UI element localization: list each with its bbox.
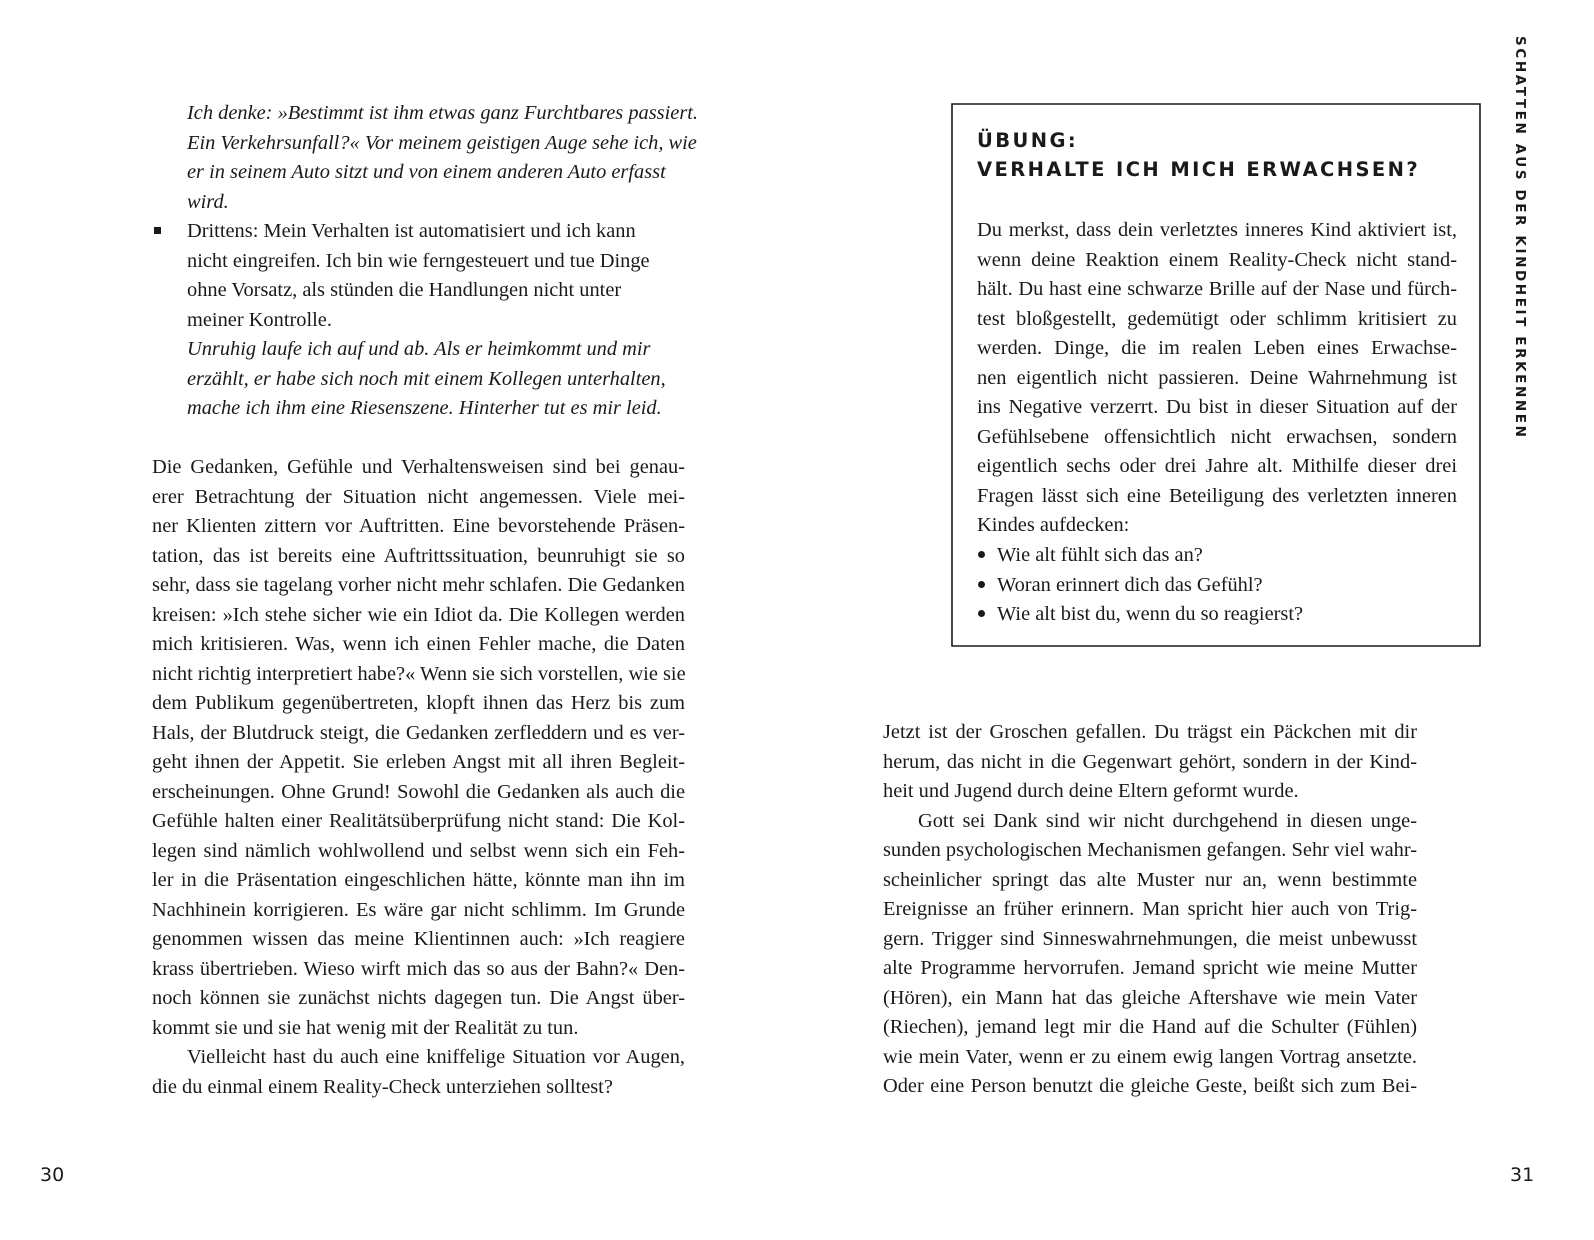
body-line: heit und Jugend durch deine Eltern geformt wurde.: [883, 780, 1299, 802]
exercise-body-line: nen eigentlich nicht passieren. Deine Wahrnehmung ist: [977, 367, 1457, 389]
body-line: erer Betrachtung der Situation nicht angemessen. Viele mei-: [152, 486, 685, 508]
body-line: Oder eine Person benutzt die gleiche Geste, beißt sich zum Bei-: [883, 1075, 1417, 1097]
body-line: legen sind nämlich wohlwollend und selbst wenn sich ein Feh-: [152, 840, 685, 862]
page-number: 30: [40, 1164, 65, 1186]
page-number: 31: [1510, 1164, 1535, 1186]
body-line: mich kritisieren. Was, wenn ich einen Fehler mache, die Daten: [152, 633, 685, 655]
body-line: (Riechen), jemand legt mir die Hand auf die Schulter (Fühlen): [883, 1016, 1417, 1038]
body-line: Gefühle halten einer Realitätsüberprüfung nicht stand: Die Kol-: [152, 810, 685, 832]
body-line: genommen wissen das meine Klientinnen auch: »Ich reagiere: [152, 928, 685, 950]
body-line: dem Publikum gegenübertreten, klopft ihnen das Herz bis zum: [152, 692, 685, 714]
italic-line: Unruhig laufe ich auf und ab. Als er heimkommt und mir: [187, 338, 651, 360]
body-line: geht ihnen der Appetit. Sie erleben Angst mit all ihren Begleit-: [152, 751, 685, 773]
exercise-question: Wie alt bist du, wenn du so reagierst?: [997, 603, 1304, 625]
exercise-body-line: Du merkst, dass dein verletztes inneres Kind aktiviert ist,: [977, 219, 1457, 241]
body-line: (Hören), ein Mann hat das gleiche Aftershave wie mein Vater: [883, 987, 1417, 1009]
exercise-body-line: Gefühlsebene offensichtlich nicht erwachsen, sondern: [977, 426, 1457, 448]
body-line: Jetzt ist der Groschen gefallen. Du trägst ein Päckchen mit dir: [883, 721, 1417, 743]
body-line: kreisen: »Ich stehe sicher wie ein Idiot da. Die Kollegen werden: [152, 604, 685, 626]
italic-line: Ein Verkehrsunfall?« Vor meinem geistigen Auge sehe ich, wie: [187, 132, 697, 154]
italic-line: erzählt, er habe sich noch mit einem Kollegen unterhalten,: [187, 368, 666, 390]
exercise-body-line: wenn deine Reaktion einem Reality-Check nicht stand-: [977, 249, 1457, 271]
bullet-marker: [154, 227, 161, 234]
body-line: Ereignisse an früher erinnern. Man spricht hier auch von Trig-: [883, 898, 1417, 920]
bullet-dot: [978, 610, 985, 617]
bullet-dot: [978, 581, 985, 588]
body-line: alte Programme hervorrufen. Jemand spricht wie meine Mutter: [883, 957, 1417, 979]
body-line: krass übertrieben. Wieso wirft mich das so aus der Bahn?« Den-: [152, 958, 685, 980]
body-line: herum, das nicht in die Gegenwart gehört, sondern in der Kind-: [883, 751, 1417, 773]
body-line: ler in die Präsentation eingeschlichen hätte, könnte man ihn im: [152, 869, 685, 891]
bullet-line: nicht eingreifen. Ich bin wie ferngesteuert und tue Dinge: [187, 250, 650, 272]
bullet-line: ohne Vorsatz, als stünden die Handlungen nicht unter: [187, 279, 622, 301]
running-head: SCHATTEN AUS DER KINDHEIT ERKENNEN: [1512, 36, 1528, 440]
bullet-line: meiner Kontrolle.: [187, 309, 332, 331]
body-line: nicht richtig interpretiert habe?« Wenn sie sich vorstellen, wie sie: [152, 663, 686, 685]
body-line: Hals, der Blutdruck steigt, die Gedanken zerfleddern und es ver-: [152, 722, 685, 744]
exercise-heading-label: ÜBUNG:: [977, 129, 1079, 152]
body-line: wie mein Vater, wenn er zu einem ewig langen Vortrag ansetzte.: [883, 1046, 1417, 1068]
exercise-body-line: Fragen lässt sich eine Beteiligung des verletzten inneren: [977, 485, 1457, 507]
italic-line: Ich denke: »Bestimmt ist ihm etwas ganz Furchtbares passiert.: [187, 102, 699, 124]
exercise-body-line: werden. Dinge, die im realen Leben eines Erwachse-: [977, 337, 1457, 359]
body-line: die du einmal einem Reality-Check unterziehen solltest?: [152, 1076, 613, 1098]
exercise-body-line: test bloßgestellt, gedemütigt oder schlimm kritisiert zu: [977, 308, 1457, 330]
body-line: Die Gedanken, Gefühle und Verhaltensweisen sind bei genau-: [152, 456, 685, 478]
body-line: ner Klienten zittern vor Auftritten. Eine bevorstehende Präsen-: [152, 515, 685, 537]
body-line: sehr, dass sie tagelang vorher nicht mehr schlafen. Die Gedanken: [152, 574, 685, 596]
body-line: Gott sei Dank sind wir nicht durchgehend in diesen unge-: [918, 810, 1417, 832]
body-line: sunden psychologischen Mechanismen gefangen. Sehr viel wahr-: [883, 839, 1417, 861]
body-line: erscheinungen. Ohne Grund! Sowohl die Gedanken als auch die: [152, 781, 685, 803]
exercise-body-line: hält. Du hast eine schwarze Brille auf der Nase und fürch-: [977, 278, 1457, 300]
bullet-line: Drittens: Mein Verhalten ist automatisiert und ich kann: [187, 220, 636, 242]
exercise-body-line: ins Negative verzerrt. Du bist in dieser Situation auf der: [977, 396, 1457, 418]
italic-line: mache ich ihm eine Riesenszene. Hinterher tut es mir leid.: [187, 397, 662, 419]
exercise-body-line: Kindes aufdecken:: [977, 514, 1130, 536]
exercise-question: Woran erinnert dich das Gefühl?: [997, 574, 1263, 596]
body-line: Nachhinein korrigieren. Es wäre gar nicht schlimm. Im Grunde: [152, 899, 685, 921]
body-line: Vielleicht hast du auch eine kniffelige Situation vor Augen,: [187, 1046, 685, 1068]
body-line: tation, das ist bereits eine Auftrittssituation, beunruhigt sie so: [152, 545, 685, 567]
italic-line: er in seinem Auto sitzt und von einem anderen Auto erfasst: [187, 161, 666, 183]
exercise-heading-title: VERHALTE ICH MICH ERWACHSEN?: [977, 158, 1421, 181]
exercise-question: Wie alt fühlt sich das an?: [997, 544, 1203, 566]
italic-line: wird.: [187, 191, 229, 213]
body-line: gern. Trigger sind Sinneswahrnehmungen, die meist unbewusst: [883, 928, 1417, 950]
bullet-dot: [978, 551, 985, 558]
body-line: noch können sie zunächst nichts dagegen tun. Die Angst über-: [152, 987, 685, 1009]
body-line: kommt sie und sie hat wenig mit der Realität zu tun.: [152, 1017, 579, 1039]
exercise-body-line: eigentlich sechs oder drei Jahre alt. Mithilfe dieser drei: [977, 455, 1457, 477]
body-line: scheinlicher springt das alte Muster nur an, wenn bestimmte: [883, 869, 1417, 891]
